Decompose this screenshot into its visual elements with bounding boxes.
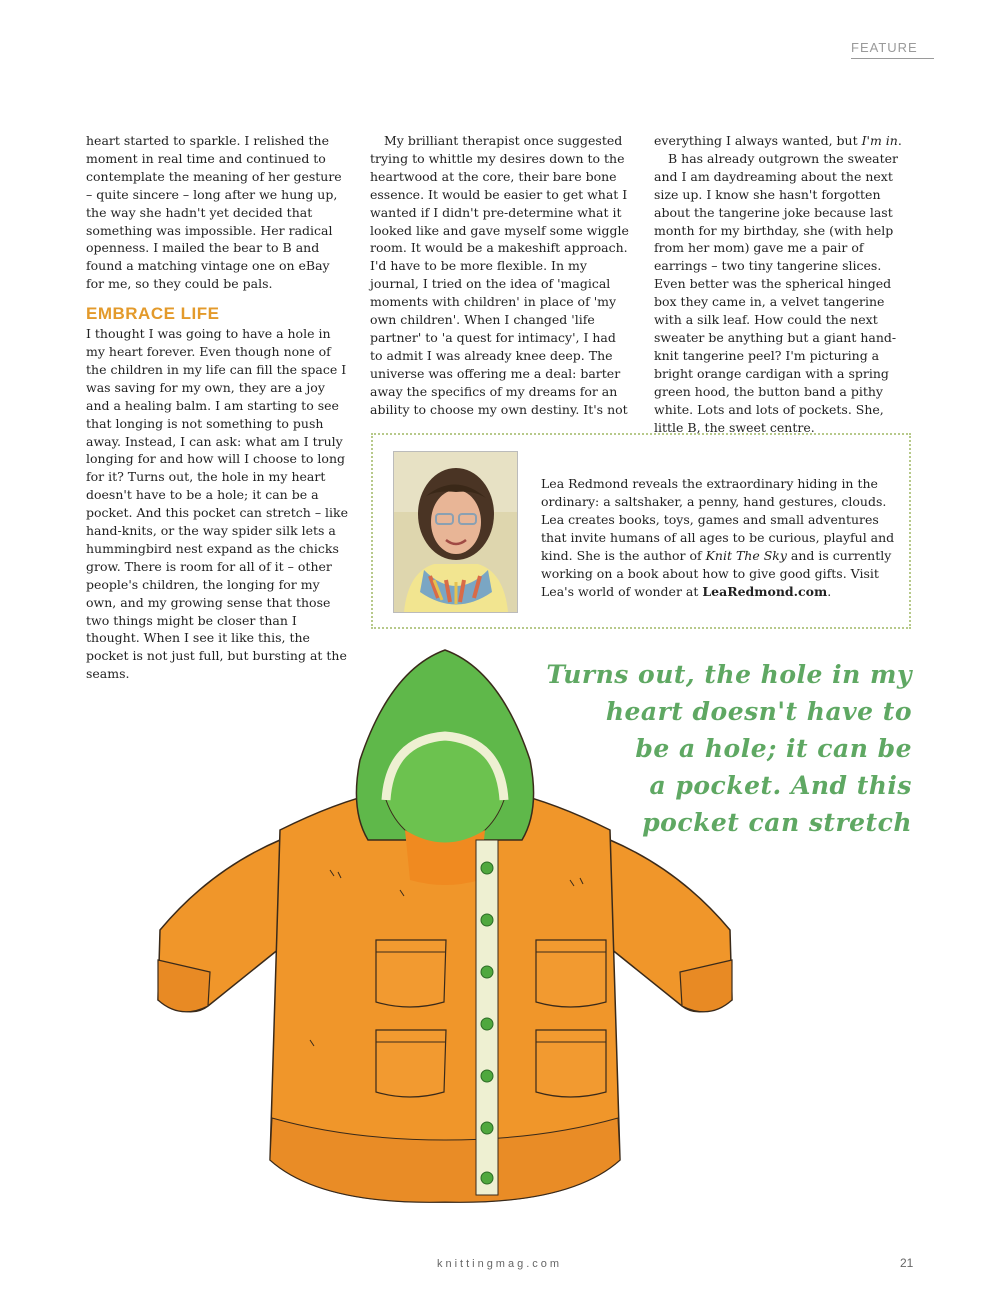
page-number: 21 [900,1256,914,1270]
book-title: Knit The Sky [705,548,787,563]
paragraph: B has already outgrown the sweater and I am daydreaming about the next size up. I know she hasn't forgotten about the tangerine joke because last month for my birthday, she (with help from her mom) gave me a pair of earrings – two tiny tangerine slices. Even better was the spherical hinged box they came in, a velvet tangerine with a silk leaf. How could the next sweater be anything but a giant hand-knit tangerine peel? I'm picturing a bright orange cardigan with a spring green hood, the button band a pithy white. Lots and lots of pockets. She, little B, the sweet centre. [654,150,898,435]
paragraph: I thought I was going to have a hole in my heart forever. Even though none of the children in my life can fill the space I was saving for my own, they are a joy and a healing balm. I am starting to see that longing is not something to push away. Instead, I can ask: what am I truly longing for and how will I choose to long for it? Turns out, the hole in my heart doesn't have to be a hole; it can be a pocket. And this pocket can stretch – like hand-knits, or the way spider silk lets a hummingbird nest expand as the chicks grow. There is room for all of it – other people's children, the longing for my own, and my growing sense that those two things might be closer than I thought. When I see it like this, the pocket is not just full, but bursting at the seams. [86,326,349,682]
paragraph: everything I always wanted, but I'm in. [654,133,902,148]
text-column-2 [370,132,632,419]
quote-line: a pocket. And this [649,771,912,800]
quote-line: heart doesn't have to [605,697,912,726]
text-column-3 [654,132,916,436]
author-bio-box [371,433,911,629]
footer-website: knittingmag.com [436,1258,563,1270]
text-column-1 [86,132,348,683]
pull-quote [520,656,912,841]
quote-line: Turns out, the hole in my [546,660,912,689]
section-heading: EMBRACE LIFE [86,304,220,324]
paragraph: heart started to sparkle. I relished the moment in real time and continued to contemplate the meaning of her gesture – quite sincere – long after we hung up, the way she hadn't yet decided that something was impossible. Her radical openness. I mailed the bear to B and found a matching vintage one on eBay for me, so they could be pals. [86,133,342,292]
paragraph: My brilliant therapist once suggested trying to whittle my desires down to the heartwood at the core, their bare bone essence. It would be easier to get what I wanted if I didn't pre-determine what it looked like and gave myself some wiggle room. It would be a makeshift approach. I'd have to be more flexible. In my journal, I tried on the idea of 'magical moments with children' in place of 'my own children'. When I changed 'life partner' to 'a quest for intimacy', I had to admit I was already knee deep. The universe was offering me a deal: barter away the specifics of my dreams for an ability to choose my own destiny. It's not [370,133,629,417]
author-bio-text [541,475,901,601]
author-website-link[interactable]: LeaRedmond.com [702,584,828,599]
bio-paragraph: Lea Redmond reveals the extraordinary hiding in the ordinary: a saltshaker, a penny, hand gestures, clouds. Lea creates books, toys, games and small adventures that invite humans of all ages to be curious, playful and kind. She is the author of Knit The Sky and is currently working on a book about how to give good gifts. Visit Lea's world of wonder at LeaRedmond.com. [541,476,895,599]
section-tag: FEATURE [851,40,934,59]
quote-line: be a hole; it can be [635,734,912,763]
quote-line: pocket can stretch [642,808,912,837]
author-portrait-icon [394,452,517,612]
author-photo [393,451,518,613]
emphasis: I'm in [861,133,898,148]
